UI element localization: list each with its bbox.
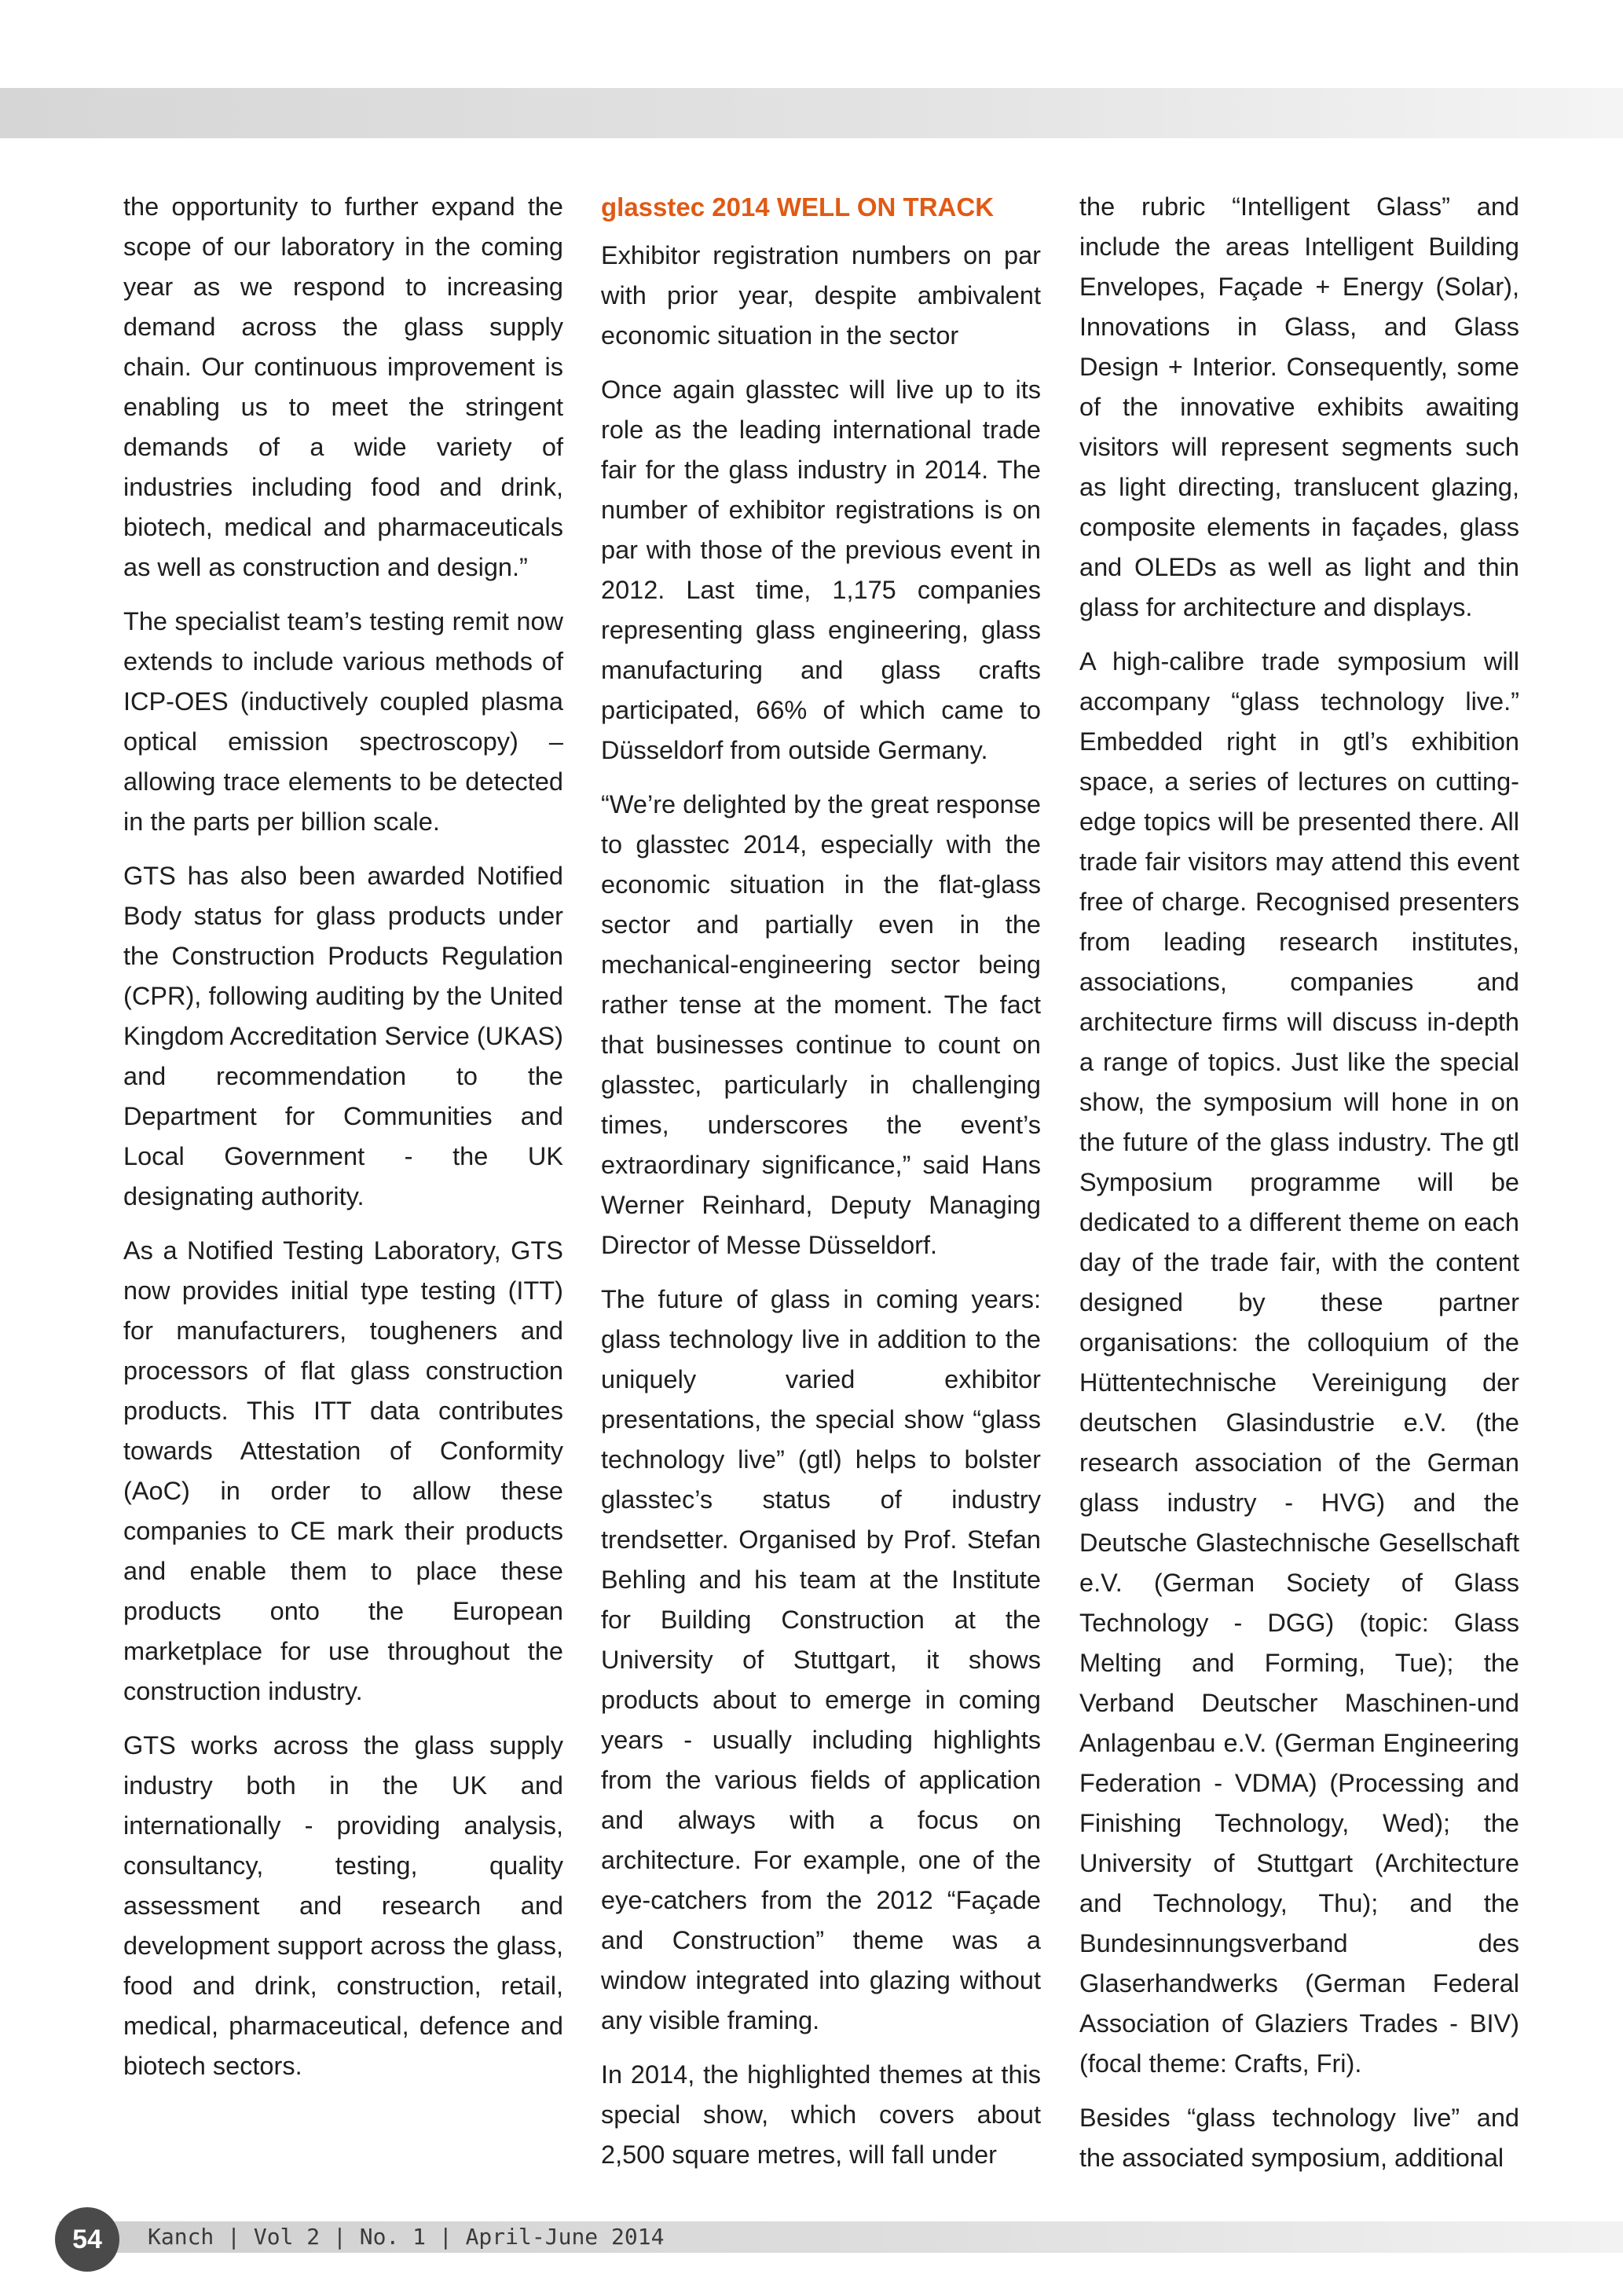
paragraph: As a Notified Testing Laboratory, GTS now provides initial type testing (ITT) for manufacturers, tougheners and processors of flat glass construction products. This ITT data contributes towards Attestation of Conformity (AoC) in order to allow these companies to CE mark their products and enable them to place these products onto the European marketplace for use throughout the construction industry.: [123, 1236, 563, 1705]
paragraph: A high-calibre trade symposium will accompany “glass technology live.” Embedded right in gtl’s exhibition space, a series of lectures on cutting-edge topics will be presented there. All trade fair visitors may attend this event free of charge. Recognised presenters from leading research institutes, associations, companies and architecture firms will discuss in-depth a range of topics. Just like the special show, the symposium will hone in on the future of the glass industry. The gtl Symposium programme will be dedicated to a different theme on each day of the trade fair, with the content designed by these partner organisations: the colloquium of the Hüttentechnische Vereinigung der deutschen Glasindustrie e.V. (the research association of the German glass industry - HVG) and the Deutsche Glastechnische Gesellschaft e.V. (German Society of Glass Technology - DGG) (topic: Glass Melting and Forming, Tue); the Verband Deutscher Maschinen-und Anlagenbau e.V. (German Engineering Federation - VDMA) (Processing and Finishing Technology, Wed); the University of Stuttgart (Architecture and Technology, Thu); and the Bundesinnungsverband des Glaserhandwerks (German Federal Association of Glaziers Trades - BIV) (focal theme: Crafts, Fri).: [1079, 647, 1519, 2078]
header-band: [0, 88, 1623, 138]
paragraph: “We’re delighted by the great response to glasstec 2014, especially with the economic situation in the flat-glass sector and partially even in the mechanical-engineering sector being rather tense at the moment. The fact that businesses continue to count on glasstec, particularly in challenging times, underscores the event’s extraordinary significance,” said Hans Werner Reinhard, Deputy Managing Director of Messe Düsseldorf.: [601, 790, 1041, 1259]
article-column-1: [123, 187, 563, 2100]
publication-footer: Kanch | Vol 2 | No. 1 | April-June 2014: [148, 2224, 665, 2250]
section-heading: glasstec 2014 WELL ON TRACK: [601, 192, 995, 222]
paragraph: The specialist team’s testing remit now extends to include various methods of ICP-OES (inductively coupled plasma optical emission spectroscopy) – allowing trace elements to be detected in the parts per billion scale.: [123, 607, 563, 836]
paragraph: GTS works across the glass supply industry both in the UK and internationally - providing analysis, consultancy, testing, quality assessment and research and development support across the glass, food and drink, construction, retail, medical, pharmaceutical, defence and biotech sectors.: [123, 1731, 563, 2080]
paragraph: In 2014, the highlighted themes at this special show, which covers about 2,500 square metres, will fall under: [601, 2060, 1041, 2169]
paragraph: the rubric “Intelligent Glass” and include the areas Intelligent Building Envelopes, Façade + Energy (Solar), Innovations in Glass, and Glass Design + Interior. Consequently, some of the innovative exhibits awaiting visitors will represent segments such as light directing, translucent glazing, composite elements in façades, glass and OLEDs as well as light and thin glass for architecture and displays.: [1079, 192, 1519, 621]
paragraph: GTS has also been awarded Notified Body status for glass products under the Construction Products Regulation (CPR), following auditing by the United Kingdom Accreditation Service (UKAS) and recommendation to the Department for Communities and Local Government - the UK designating authority.: [123, 862, 563, 1210]
paragraph: Exhibitor registration numbers on par with prior year, despite ambivalent economic situation in the sector: [601, 241, 1041, 350]
article-column-3: [1079, 187, 1519, 2192]
paragraph: Once again glasstec will live up to its role as the leading international trade fair for the glass industry in 2014. The number of exhibitor registrations is on par with those of the previous event in 2012. Last time, 1,175 companies representing glass engineering, glass manufacturing and glass crafts participated, 66% of which came to Düsseldorf from outside Germany.: [601, 375, 1041, 764]
page-number-badge: 54: [55, 2207, 119, 2272]
paragraph: the opportunity to further expand the scope of our laboratory in the coming year as we respond to increasing demand across the glass supply chain. Our continuous improvement is enabling us to meet the stringent demands of a wide variety of industries including food and drink, biotech, medical and pharmaceuticals as well as construction and design.”: [123, 192, 563, 581]
article-column-2: [601, 187, 1041, 2189]
paragraph: The future of glass in coming years: glass technology live in addition to the uniquely varied exhibitor presentations, the special show “glass technology live” (gtl) helps to bolster glasstec’s status of industry trendsetter. Organised by Prof. Stefan Behling and his team at the Institute for Building Construction at the University of Stuttgart, it shows products about to emerge in coming years - usually including highlights from the various fields of application and always with a focus on architecture. For example, one of the eye-catchers from the 2012 “Façade and Construction” theme was a window integrated into glazing without any visible framing.: [601, 1285, 1041, 2034]
paragraph: Besides “glass technology live” and the associated symposium, additional: [1079, 2104, 1519, 2172]
